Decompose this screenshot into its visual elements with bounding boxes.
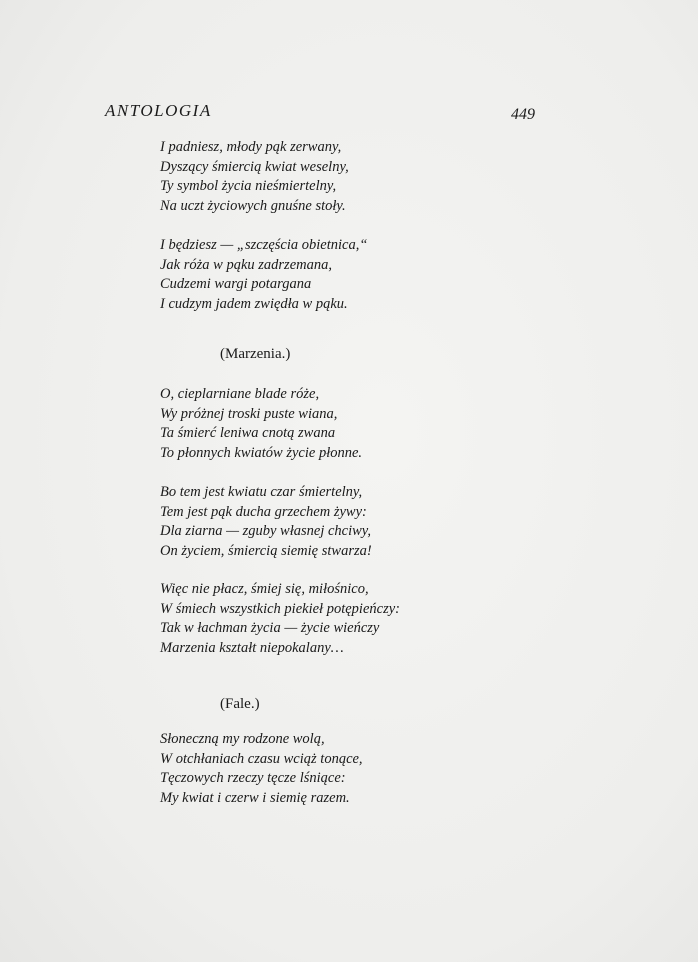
running-head: ANTOLOGIA [105,101,212,120]
verse-line: Dyszący śmiercią kwiat weselny, [160,158,349,175]
verse-line: Ty symbol życia nieśmiertelny, [160,178,337,194]
section-title-marzenia: (Marzenia.) [220,346,291,362]
verse-line: Cudzemi wargi potargana [160,276,312,292]
verse-line: On życiem, śmiercią siemię stwarza! [160,542,372,559]
page-number: 449 [511,106,535,123]
stanza-5 [160,580,400,658]
stanza-6 [160,730,363,808]
verse-line: Bo tem jest kwiatu czar śmiertelny, [160,484,363,500]
verse-line: W otchłaniach czasu wciąż tonące, [160,750,363,767]
verse-line: I padniesz, młody pąk zerwany, [160,139,342,155]
stanza-1 [160,138,349,216]
section-title-fale: (Fale.) [220,696,260,712]
verse-line: My kwiat i czerw i siemię razem. [160,789,350,806]
verse-line: To płonnych kwiatów życie płonne. [160,444,363,461]
verse-line: Wy próżnej troski puste wiana, [160,405,338,422]
verse-line: Więc nie płacz, śmiej się, miłośnico, [160,581,369,597]
verse-line: Ta śmierć leniwa cnotą zwana [160,425,336,441]
verse-line: Tęczowych rzeczy tęcze lśniące: [160,770,346,786]
verse-line: Dla ziarna — zguby własnej chciwy, [160,523,372,539]
verse-line: Jak róża w pąku zadrzemana, [160,256,332,273]
stanza-3 [160,385,362,463]
verse-line: Słoneczną my rodzone wolą, [160,731,325,747]
verse-line: I cudzym jadem zwiędła w pąku. [160,295,348,312]
verse-line: Marzenia kształt niepokalany… [160,639,344,656]
verse-line: W śmiech wszystkich piekieł potępieńczy: [160,600,400,617]
verse-line: Na uczt życiowych gnuśne stoły. [160,197,346,214]
verse-line: O, cieplarniane blade róże, [160,386,320,402]
verse-line: I będziesz — „szczęścia obietnica,“ [160,237,368,253]
stanza-2 [160,236,367,314]
stanza-4 [160,483,372,561]
verse-line: Tem jest pąk ducha grzechem żywy: [160,503,367,520]
verse-line: Tak w łachman życia — życie wieńczy [160,620,380,636]
